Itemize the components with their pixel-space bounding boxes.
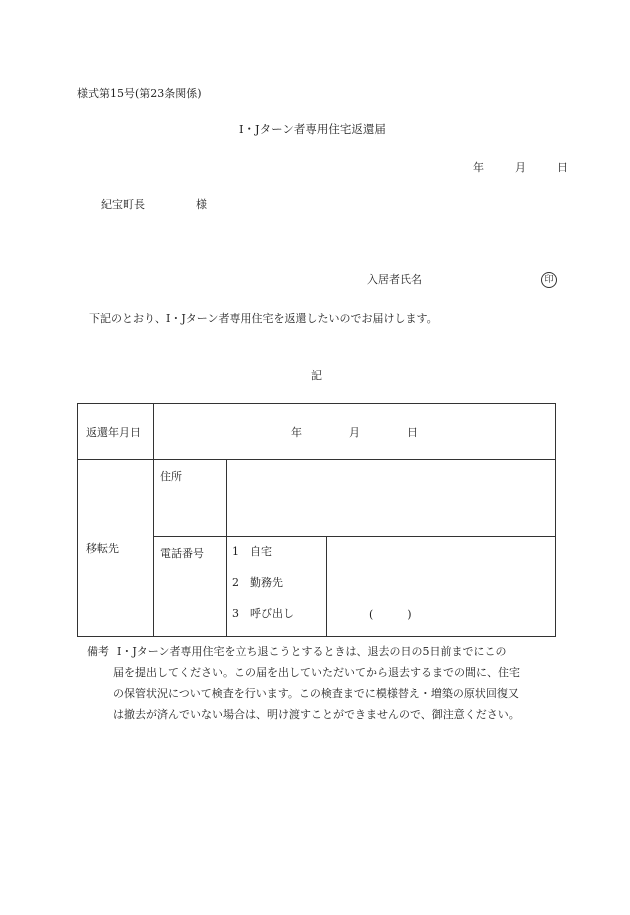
form-number: 様式第15号(第23条関係) <box>77 87 202 100</box>
remarks-label: 備考 <box>87 645 109 658</box>
phone-option-work[interactable]: 2 勤務先 <box>232 576 283 589</box>
header-year: 年 <box>473 161 484 174</box>
phone-label: 電話番号 <box>154 537 227 637</box>
ki-heading: 記 <box>311 369 322 382</box>
remarks-line-4: は撤去が済んでいない場合は、明け渡すことができませんので、御注意ください。 <box>113 708 520 721</box>
return-date-field[interactable] <box>154 404 556 460</box>
addressee-name: 紀宝町長 <box>101 198 145 211</box>
remarks-block <box>87 641 557 725</box>
seal-mark: 印 <box>541 272 557 288</box>
remarks-line-2: 届を提出してください。この届を出していただいてから退去するまでの間に、住宅 <box>113 666 520 679</box>
intro-text: 下記のとおり、I・Jターン者専用住宅を返還したいのでお届けします。 <box>89 312 438 325</box>
phone-option-home[interactable]: 1 自宅 <box>232 545 272 558</box>
phone-options <box>227 537 327 637</box>
addressee <box>101 199 207 210</box>
header-month: 月 <box>515 161 526 174</box>
remarks-line-1: 備考 I・Jターン者専用住宅を立ち退こうとするときは、退去の日の5日前までにこの <box>87 645 507 658</box>
destination-label: 移転先 <box>78 460 154 637</box>
return-year: 年 <box>291 425 302 439</box>
phone-option-call[interactable]: 3 呼び出し <box>232 607 294 620</box>
header-day: 日 <box>557 161 568 174</box>
header-date <box>473 162 568 173</box>
return-day: 日 <box>407 425 418 439</box>
address-field[interactable] <box>227 460 556 537</box>
record-table <box>77 403 556 637</box>
document-title: I・Jターン者専用住宅返還届 <box>239 122 386 136</box>
call-name-parentheses: ( ) <box>369 608 412 621</box>
return-date-label: 返還年月日 <box>78 404 154 460</box>
applicant-name-label: 入居者氏名 <box>367 273 422 286</box>
return-month: 月 <box>349 425 360 439</box>
address-label: 住所 <box>154 460 227 537</box>
remarks-line-3: の保管状況について検査を行います。この検査までに模様替え・増築の原状回復又 <box>113 687 519 700</box>
phone-number-field[interactable] <box>327 537 556 637</box>
addressee-honorific: 様 <box>196 198 207 211</box>
